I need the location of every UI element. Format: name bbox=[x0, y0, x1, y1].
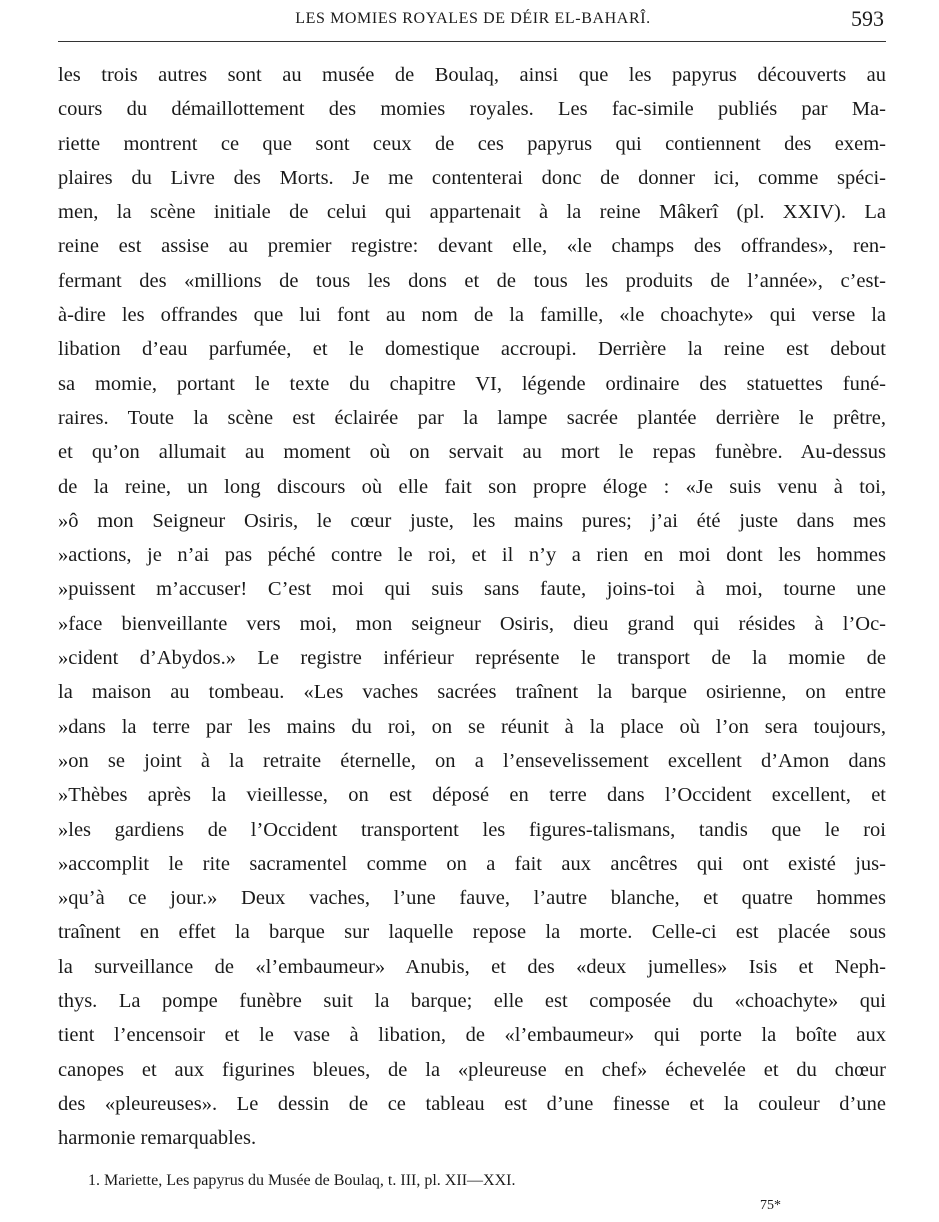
text-line: raires. Toute la scène est éclairée par la lampe sacrée plantée derrière le prêtre, bbox=[58, 406, 886, 429]
footnote: 1. Mariette, Les papyrus du Musée de Boulaq, t. III, pl. XII—XXI. bbox=[88, 1172, 516, 1189]
text-line: les trois autres sont au musée de Boulaq, ainsi que les papyrus découverts au bbox=[58, 64, 886, 86]
text-line: »cident d’Abydos.» Le registre inférieur représente le transport de la momie de bbox=[58, 647, 886, 670]
text-line: à-dire les offrandes que lui font au nom de la famille, «le choachyte» qui verse la bbox=[58, 304, 886, 327]
page-header bbox=[58, 8, 888, 38]
text-line: et qu’on allumait au moment où on servait au mort le repas funèbre. Au-dessus bbox=[58, 441, 886, 464]
text-line: traînent en effet la barque sur laquelle repose la morte. Celle-ci est placée sous bbox=[58, 921, 886, 944]
text-line: »qu’à ce jour.» Deux vaches, l’une fauve, l’autre blanche, et quatre hommes bbox=[58, 887, 886, 910]
page-number: 593 bbox=[851, 6, 884, 31]
text-line: riette montrent ce que sont ceux de ces papyrus qui contiennent des exem- bbox=[58, 132, 886, 155]
text-line: de la reine, un long discours où elle fait son propre éloge : «Je suis venu à toi, bbox=[58, 475, 886, 498]
text-line: men, la scène initiale de celui qui appartenait à la reine Mâkerî (pl. XXIV). La bbox=[58, 201, 886, 224]
text-line: »accomplit le rite sacramentel comme on a fait aux ancêtres qui ont existé jus- bbox=[58, 852, 886, 875]
signature-mark: 75* bbox=[760, 1198, 781, 1213]
running-title: LES MOMIES ROYALES DE DÉIR EL-BAHARÎ. bbox=[295, 10, 651, 27]
text-line: la maison au tombeau. «Les vaches sacrées traînent la barque osirienne, on entre bbox=[58, 681, 886, 704]
text-line: »puissent m’accuser! C’est moi qui suis sans faute, joins-toi à moi, tourne une bbox=[58, 578, 886, 601]
text-line: »on se joint à la retraite éternelle, on a l’ensevelissement excellent d’Amon dans bbox=[58, 749, 886, 772]
text-line: reine est assise au premier registre: devant elle, «le champs des offrandes», ren- bbox=[58, 235, 886, 258]
text-line: »dans la terre par les mains du roi, on se réunit à la place où l’on sera toujours, bbox=[58, 715, 886, 738]
text-line: tient l’encensoir et le vase à libation, de «l’embaumeur» qui porte la boîte aux bbox=[58, 1024, 886, 1047]
text-line: »Thèbes après la vieillesse, on est déposé en terre dans l’Occident excellent, et bbox=[58, 784, 886, 807]
body-text bbox=[58, 58, 886, 1156]
text-line: »face bienveillante vers moi, mon seigneur Osiris, dieu grand qui résides à l’Oc- bbox=[58, 612, 886, 635]
text-line: des «pleureuses». Le dessin de ce tableau est d’une finesse et la couleur d’une bbox=[58, 1092, 886, 1115]
text-line: »les gardiens de l’Occident transportent les figures-talismans, tandis que le roi bbox=[58, 818, 886, 841]
header-rule bbox=[58, 41, 886, 42]
text-line: »actions, je n’ai pas péché contre le roi, et il n’y a rien en moi dont les hommes bbox=[58, 544, 886, 567]
text-line: »ô mon Seigneur Osiris, le cœur juste, les mains pures; j’ai été juste dans mes bbox=[58, 509, 886, 532]
text-line: cours du démaillottement des momies royales. Les fac-simile publiés par Ma- bbox=[58, 98, 886, 121]
text-line: fermant des «millions de tous les dons et de tous les produits de l’année», c’est- bbox=[58, 269, 886, 292]
text-line-last: harmonie remarquables. bbox=[58, 1127, 257, 1150]
text-line: canopes et aux figurines bleues, de la «pleureuse en chef» échevelée et du chœur bbox=[58, 1058, 886, 1081]
text-line: plaires du Livre des Morts. Je me contenterai donc de donner ici, comme spéci- bbox=[58, 166, 886, 189]
text-line: libation d’eau parfumée, et le domestique accroupi. Derrière la reine est debout bbox=[58, 338, 886, 361]
text-line: la surveillance de «l’embaumeur» Anubis, et des «deux jumelles» Isis et Neph- bbox=[58, 955, 886, 978]
text-line: thys. La pompe funèbre suit la barque; elle est composée du «choachyte» qui bbox=[58, 990, 886, 1013]
text-line: sa momie, portant le texte du chapitre VI, légende ordinaire des statuettes funé- bbox=[58, 372, 886, 395]
